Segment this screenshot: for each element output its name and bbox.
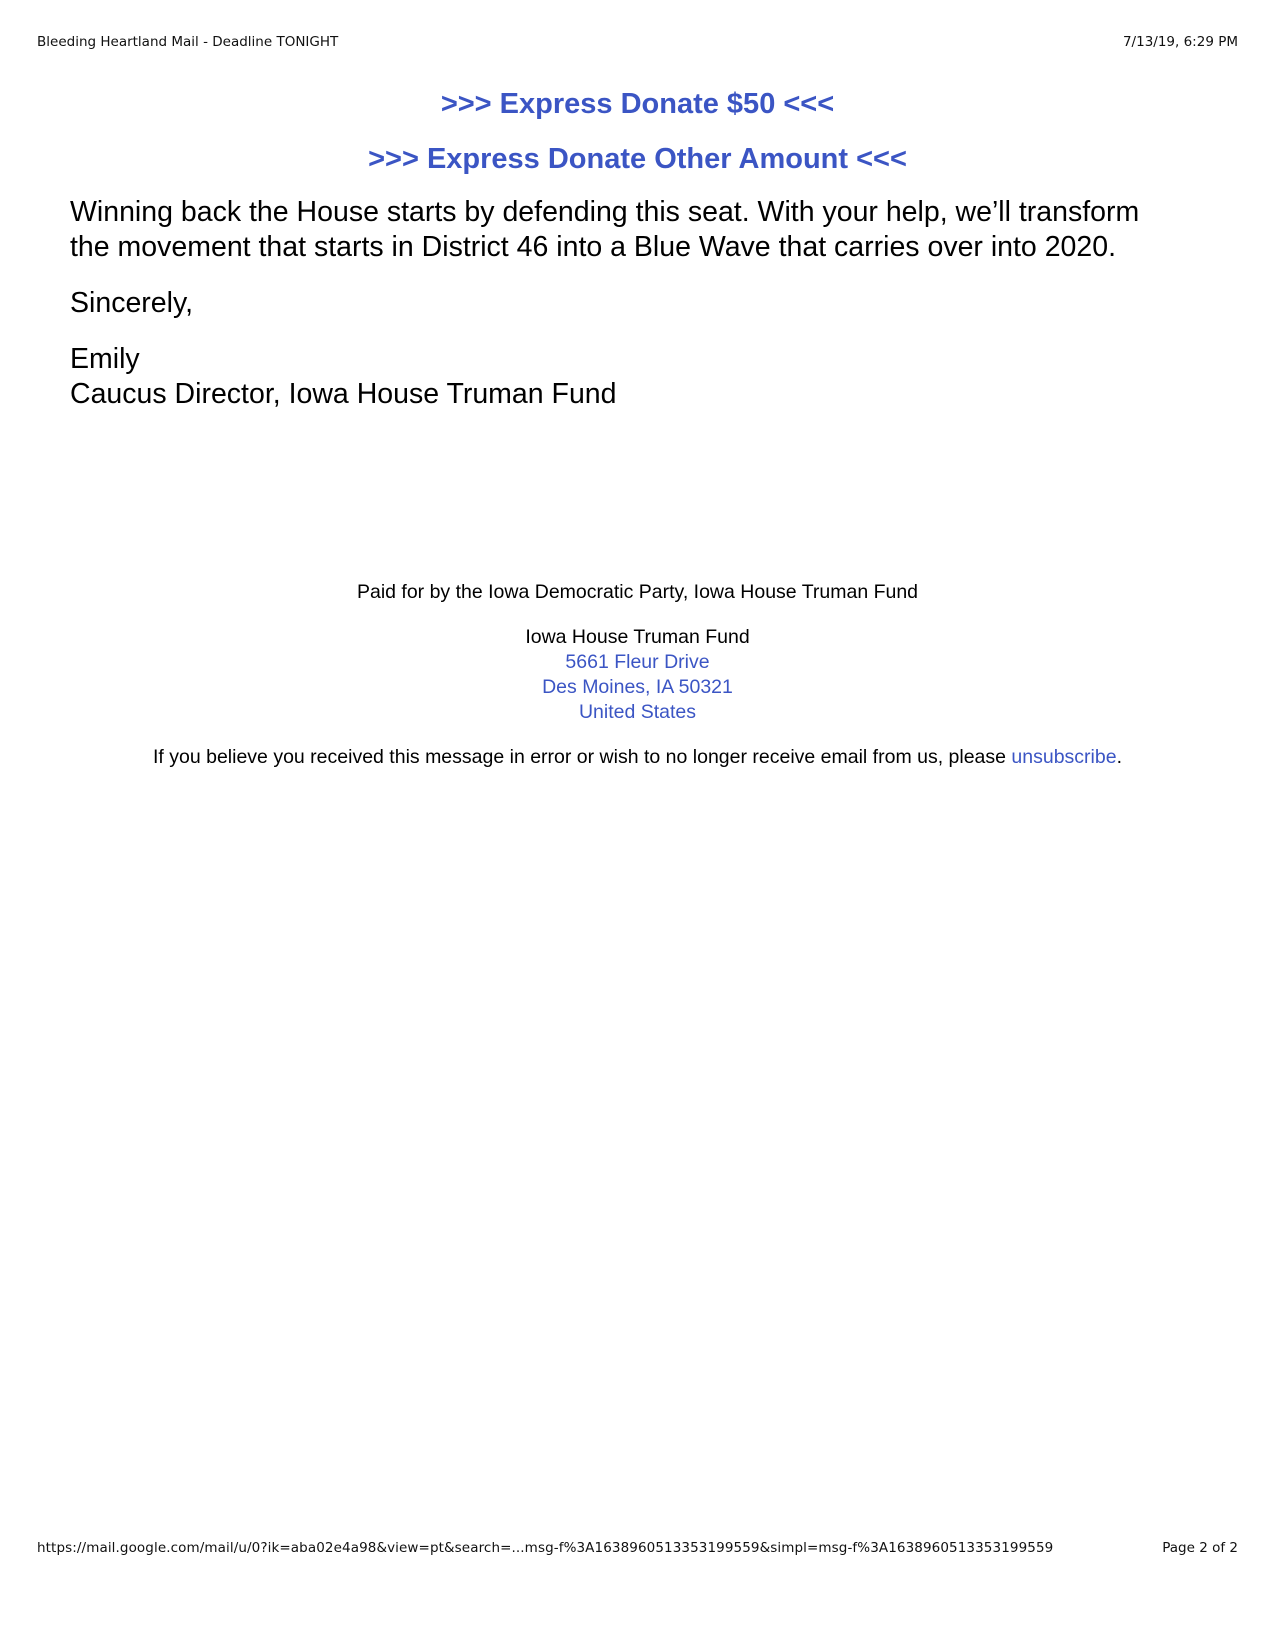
signature	[70, 342, 1205, 412]
body-line-2: the movement that starts in District 46 into a Blue Wave that carries over into 2020.	[70, 231, 1117, 263]
unsubscribe-link[interactable]: unsubscribe	[1011, 746, 1117, 768]
address-country-link[interactable]: United States	[578, 701, 697, 723]
org-address-block	[0, 625, 1275, 725]
email-body	[70, 84, 1205, 412]
print-header-title: Bleeding Heartland Mail - Deadline TONIGHT	[37, 34, 339, 50]
signature-name: Emily	[70, 343, 140, 375]
express-donate-other-link[interactable]: >>> Express Donate Other Amount <<<	[368, 143, 907, 175]
express-donate-50-link[interactable]: >>> Express Donate $50 <<<	[440, 88, 835, 120]
print-footer	[37, 1540, 1238, 1560]
print-header-datetime: 7/13/19, 6:29 PM	[1122, 34, 1238, 50]
address-city-link[interactable]: Des Moines, IA 50321	[542, 676, 733, 698]
unsubscribe-period: .	[1116, 746, 1122, 768]
body-line-1: Winning back the House starts by defending this seat. With your help, we’ll transform	[70, 196, 1140, 228]
email-footer	[0, 580, 1275, 770]
closing-text: Sincerely,	[70, 287, 194, 319]
signature-title: Caucus Director, Iowa House Truman Fund	[70, 378, 617, 410]
body-paragraph	[70, 195, 1205, 265]
print-footer-page-number: Page 2 of 2	[1162, 1540, 1238, 1556]
print-footer-url: https://mail.google.com/mail/u/0?ik=aba02e4a98&view=pt&search=...msg-f%3A1638960513353199559&simpl=msg-f%3A1638960513353199559	[37, 1540, 1054, 1556]
unsubscribe-notice	[0, 745, 1275, 770]
print-header	[37, 34, 1238, 54]
paid-for-disclaimer: Paid for by the Iowa Democratic Party, Iowa House Truman Fund	[356, 581, 919, 603]
unsubscribe-text: If you believe you received this message in error or wish to no longer receive email from us, please	[153, 746, 1006, 768]
address-street-link[interactable]: 5661 Fleur Drive	[565, 651, 710, 673]
org-name: Iowa House Truman Fund	[525, 626, 750, 648]
